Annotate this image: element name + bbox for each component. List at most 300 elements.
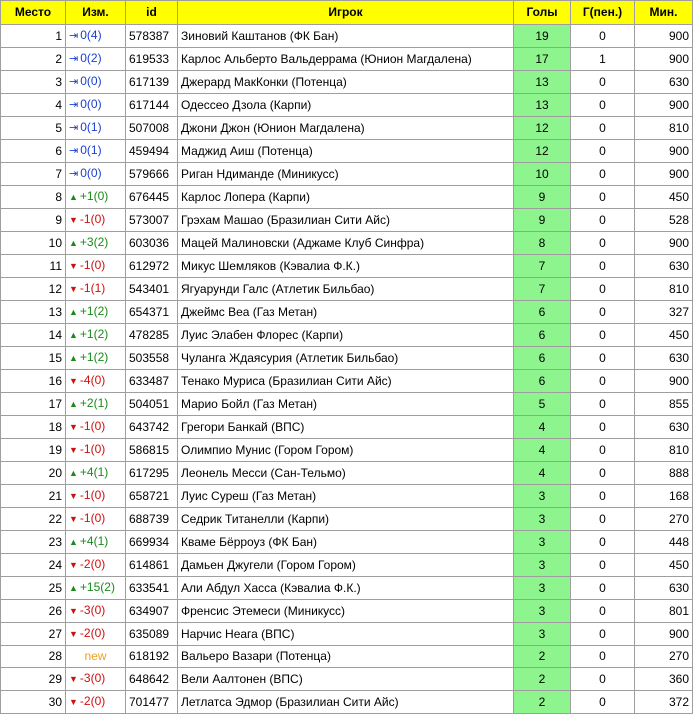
penalty-goals-cell: 0: [571, 163, 635, 186]
player-name-cell[interactable]: Луис Элабен Флорес (Карпи): [178, 324, 514, 347]
player-name-cell[interactable]: Одессео Дзола (Карпи): [178, 94, 514, 117]
penalty-goals-cell: 0: [571, 232, 635, 255]
change-cell: [66, 646, 126, 668]
penalty-goals-cell: 0: [571, 554, 635, 577]
minutes-cell: 810: [635, 117, 693, 140]
change-value: 0(1): [80, 143, 102, 157]
player-id-cell: 614861: [126, 554, 178, 577]
player-name-cell[interactable]: Мацей Малиновски (Аджаме Клуб Синфра): [178, 232, 514, 255]
change-value: -1(0): [79, 442, 106, 456]
rank-cell: 8: [1, 186, 66, 209]
player-id-cell: 701477: [126, 691, 178, 714]
table-row[interactable]: [1, 301, 693, 324]
change-indicator: [69, 281, 105, 295]
table-body: [1, 25, 693, 714]
table-row[interactable]: [1, 485, 693, 508]
change-value: +2(1): [79, 396, 109, 410]
player-id-cell: 654371: [126, 301, 178, 324]
triangle-down-icon: ▼: [69, 514, 78, 524]
change-indicator: [69, 419, 105, 433]
table-row[interactable]: [1, 531, 693, 554]
player-name-cell[interactable]: Луис Суреш (Газ Метан): [178, 485, 514, 508]
player-name-cell[interactable]: Ягуарунди Галс (Атлетик Бильбао): [178, 278, 514, 301]
change-cell: [66, 554, 126, 577]
player-name-cell[interactable]: Френсис Этемеси (Миникусс): [178, 600, 514, 623]
player-id-cell: 676445: [126, 186, 178, 209]
rank-cell: 27: [1, 623, 66, 646]
table-row[interactable]: [1, 209, 693, 232]
player-id-cell: 669934: [126, 531, 178, 554]
change-cell: [66, 370, 126, 393]
change-value: -2(0): [79, 694, 106, 708]
rank-cell: 26: [1, 600, 66, 623]
table-row[interactable]: [1, 25, 693, 48]
triangle-down-icon: ▼: [69, 697, 78, 707]
goals-cell: 8: [514, 232, 571, 255]
player-name-cell[interactable]: Олимпио Мунис (Гором Гором): [178, 439, 514, 462]
player-name-cell[interactable]: Али Абдул Хасса (Кэвалиа Ф.К.): [178, 577, 514, 600]
player-name-cell[interactable]: Леонель Месси (Сан-Тельмо): [178, 462, 514, 485]
change-cell: [66, 668, 126, 691]
change-indicator: [69, 166, 102, 180]
penalty-goals-cell: 0: [571, 186, 635, 209]
table-row[interactable]: [1, 370, 693, 393]
change-indicator: [69, 557, 105, 571]
penalty-goals-cell: 0: [571, 347, 635, 370]
change-indicator: [69, 120, 102, 134]
goals-cell: 12: [514, 140, 571, 163]
penalty-goals-cell: 0: [571, 140, 635, 163]
rank-cell: 18: [1, 416, 66, 439]
rank-cell: 7: [1, 163, 66, 186]
penalty-goals-cell: 0: [571, 117, 635, 140]
change-cell: [66, 347, 126, 370]
flag-arrow-icon: ⇥: [69, 76, 79, 88]
rank-cell: 28: [1, 646, 66, 668]
player-id-cell: 617144: [126, 94, 178, 117]
change-cell: [66, 508, 126, 531]
header-pen[interactable]: Г(пен.): [571, 1, 635, 25]
player-name-cell[interactable]: Микус Шемляков (Кэвалиа Ф.К.): [178, 255, 514, 278]
goals-cell: 3: [514, 531, 571, 554]
goals-cell: 4: [514, 439, 571, 462]
header-goals[interactable]: Голы: [514, 1, 571, 25]
change-value: +1(2): [79, 327, 109, 341]
penalty-goals-cell: 0: [571, 668, 635, 691]
change-indicator: [69, 74, 102, 88]
goals-cell: 6: [514, 301, 571, 324]
change-cell: [66, 600, 126, 623]
player-name-cell[interactable]: Седрик Титанелли (Карпи): [178, 508, 514, 531]
minutes-cell: 630: [635, 416, 693, 439]
player-id-cell: 688739: [126, 508, 178, 531]
goals-cell: 6: [514, 347, 571, 370]
rank-cell: 19: [1, 439, 66, 462]
minutes-cell: 855: [635, 393, 693, 416]
table-row[interactable]: [1, 623, 693, 646]
change-value: 0(1): [80, 120, 102, 134]
minutes-cell: 888: [635, 462, 693, 485]
penalty-goals-cell: 0: [571, 94, 635, 117]
goals-cell: 3: [514, 623, 571, 646]
goals-cell: 17: [514, 48, 571, 71]
table-row[interactable]: [1, 278, 693, 301]
player-id-cell: 658721: [126, 485, 178, 508]
player-id-cell: 504051: [126, 393, 178, 416]
player-id-cell: 573007: [126, 209, 178, 232]
minutes-cell: 630: [635, 255, 693, 278]
goals-cell: 2: [514, 646, 571, 668]
player-name-cell[interactable]: Маджид Аиш (Потенца): [178, 140, 514, 163]
rank-cell: 30: [1, 691, 66, 714]
change-cell: [66, 71, 126, 94]
player-name-cell[interactable]: Карлос Лопера (Карпи): [178, 186, 514, 209]
rank-cell: 15: [1, 347, 66, 370]
table-row[interactable]: [1, 691, 693, 714]
triangle-down-icon: ▼: [69, 422, 78, 432]
triangle-down-icon: ▼: [69, 445, 78, 455]
penalty-goals-cell: 0: [571, 600, 635, 623]
table-row[interactable]: [1, 324, 693, 347]
player-id-cell: 478285: [126, 324, 178, 347]
minutes-cell: 448: [635, 531, 693, 554]
header-player[interactable]: Игрок: [178, 1, 514, 25]
player-name-cell[interactable]: Тенако Муриса (Бразилиан Сити Айс): [178, 370, 514, 393]
change-value: +1(2): [79, 350, 109, 364]
player-name-cell[interactable]: Джеймс Веа (Газ Метан): [178, 301, 514, 324]
change-indicator: [69, 373, 105, 387]
goals-cell: 9: [514, 209, 571, 232]
player-id-cell: 618192: [126, 646, 178, 668]
goals-cell: 3: [514, 600, 571, 623]
table-row[interactable]: [1, 140, 693, 163]
minutes-cell: 270: [635, 508, 693, 531]
change-value: -2(0): [79, 557, 106, 571]
player-id-cell: 543401: [126, 278, 178, 301]
header-row: [1, 1, 693, 25]
minutes-cell: 630: [635, 577, 693, 600]
header-id[interactable]: id: [126, 1, 178, 25]
player-name-cell[interactable]: Дамьен Джугели (Гором Гором): [178, 554, 514, 577]
minutes-cell: 372: [635, 691, 693, 714]
player-name-cell[interactable]: Вальеро Вазари (Потенца): [178, 646, 514, 668]
change-value: 0(0): [80, 97, 102, 111]
goals-cell: 3: [514, 577, 571, 600]
change-indicator: [69, 350, 108, 364]
minutes-cell: 810: [635, 439, 693, 462]
rank-cell: 5: [1, 117, 66, 140]
table-row[interactable]: [1, 186, 693, 209]
change-cell: [66, 301, 126, 324]
triangle-up-icon: ▲: [69, 399, 78, 409]
table-row[interactable]: [1, 94, 693, 117]
triangle-down-icon: ▼: [69, 629, 78, 639]
rank-cell: 11: [1, 255, 66, 278]
rank-cell: 21: [1, 485, 66, 508]
minutes-cell: 900: [635, 140, 693, 163]
change-cell: [66, 186, 126, 209]
player-id-cell: 612972: [126, 255, 178, 278]
triangle-up-icon: ▲: [69, 468, 78, 478]
table-row[interactable]: [1, 48, 693, 71]
minutes-cell: 810: [635, 278, 693, 301]
change-value: -1(0): [79, 511, 106, 525]
change-cell: [66, 163, 126, 186]
table-row[interactable]: [1, 508, 693, 531]
goals-cell: 10: [514, 163, 571, 186]
player-id-cell: 617139: [126, 71, 178, 94]
player-name-cell[interactable]: Риган Ндиманде (Миникусс): [178, 163, 514, 186]
triangle-up-icon: ▲: [69, 537, 78, 547]
change-cell: [66, 393, 126, 416]
change-indicator: [69, 671, 105, 685]
change-value: 0(0): [80, 74, 102, 88]
rank-cell: 10: [1, 232, 66, 255]
table-row[interactable]: [1, 232, 693, 255]
change-value: -1(0): [79, 419, 106, 433]
triangle-up-icon: ▲: [69, 192, 78, 202]
change-indicator: [69, 603, 105, 617]
change-value: -3(0): [79, 603, 106, 617]
penalty-goals-cell: 0: [571, 278, 635, 301]
triangle-down-icon: ▼: [69, 284, 78, 294]
change-value: 0(0): [80, 166, 102, 180]
flag-arrow-icon: ⇥: [69, 122, 79, 134]
change-cell: [66, 48, 126, 71]
goals-cell: 12: [514, 117, 571, 140]
table-row[interactable]: [1, 554, 693, 577]
change-indicator: [69, 51, 102, 65]
change-cell: [66, 140, 126, 163]
player-name-cell[interactable]: Кваме Бёрроуз (ФК Бан): [178, 531, 514, 554]
change-indicator: [69, 442, 105, 456]
penalty-goals-cell: 0: [571, 623, 635, 646]
change-value: -1(0): [79, 212, 106, 226]
change-indicator: [69, 396, 108, 410]
penalty-goals-cell: 0: [571, 531, 635, 554]
triangle-down-icon: ▼: [69, 560, 78, 570]
header-rank[interactable]: Место: [1, 1, 66, 25]
change-indicator: [69, 626, 105, 640]
player-id-cell: 507008: [126, 117, 178, 140]
table-row[interactable]: [1, 71, 693, 94]
rank-cell: 3: [1, 71, 66, 94]
change-value: +4(1): [79, 465, 109, 479]
table-row[interactable]: [1, 577, 693, 600]
table-row[interactable]: [1, 163, 693, 186]
table-row[interactable]: [1, 416, 693, 439]
triangle-down-icon: ▼: [69, 215, 78, 225]
change-cell: [66, 209, 126, 232]
flag-arrow-icon: ⇥: [69, 99, 79, 111]
goals-cell: 3: [514, 485, 571, 508]
minutes-cell: 630: [635, 71, 693, 94]
player-name-cell[interactable]: Летлатса Эдмор (Бразилиан Сити Айс): [178, 691, 514, 714]
penalty-goals-cell: 1: [571, 48, 635, 71]
rank-cell: 23: [1, 531, 66, 554]
table-row[interactable]: [1, 255, 693, 278]
minutes-cell: 900: [635, 163, 693, 186]
triangle-down-icon: ▼: [69, 491, 78, 501]
rank-cell: 25: [1, 577, 66, 600]
change-cell: [66, 485, 126, 508]
minutes-cell: 900: [635, 623, 693, 646]
change-value: -1(1): [79, 281, 106, 295]
change-cell: [66, 416, 126, 439]
penalty-goals-cell: 0: [571, 25, 635, 48]
rank-cell: 29: [1, 668, 66, 691]
change-cell: [66, 439, 126, 462]
player-name-cell[interactable]: Марио Бойл (Газ Метан): [178, 393, 514, 416]
table-row[interactable]: [1, 668, 693, 691]
change-indicator: [69, 28, 102, 42]
triangle-down-icon: ▼: [69, 674, 78, 684]
flag-arrow-icon: ⇥: [69, 145, 79, 157]
change-cell: [66, 531, 126, 554]
table-row[interactable]: [1, 393, 693, 416]
goals-cell: 7: [514, 278, 571, 301]
change-value: -2(0): [79, 626, 106, 640]
change-indicator: [69, 580, 115, 594]
triangle-up-icon: ▲: [69, 307, 78, 317]
penalty-goals-cell: 0: [571, 485, 635, 508]
player-id-cell: 503558: [126, 347, 178, 370]
change-value: +15(2): [79, 580, 115, 594]
rank-cell: 20: [1, 462, 66, 485]
penalty-goals-cell: 0: [571, 508, 635, 531]
triangle-down-icon: ▼: [69, 261, 78, 271]
penalty-goals-cell: 0: [571, 416, 635, 439]
table-row[interactable]: [1, 117, 693, 140]
player-id-cell: 617295: [126, 462, 178, 485]
change-indicator: [69, 694, 105, 708]
change-cell: [66, 25, 126, 48]
rank-cell: 2: [1, 48, 66, 71]
penalty-goals-cell: 0: [571, 577, 635, 600]
triangle-up-icon: ▲: [69, 583, 78, 593]
player-id-cell: 648642: [126, 668, 178, 691]
player-name-cell[interactable]: Вели Аалтонен (ВПС): [178, 668, 514, 691]
flag-arrow-icon: ⇥: [69, 53, 79, 65]
minutes-cell: 900: [635, 25, 693, 48]
change-cell: [66, 117, 126, 140]
rank-cell: 4: [1, 94, 66, 117]
change-cell: [66, 94, 126, 117]
minutes-cell: 270: [635, 646, 693, 668]
player-id-cell: 634907: [126, 600, 178, 623]
minutes-cell: 630: [635, 347, 693, 370]
change-indicator: [69, 258, 105, 272]
penalty-goals-cell: 0: [571, 71, 635, 94]
change-cell: [66, 278, 126, 301]
player-name-cell[interactable]: Чуланга Ждаясурия (Атлетик Бильбао): [178, 347, 514, 370]
player-id-cell: 459494: [126, 140, 178, 163]
change-indicator: [69, 534, 108, 548]
change-value: +4(1): [79, 534, 109, 548]
change-value: +3(2): [79, 235, 109, 249]
goals-cell: 4: [514, 416, 571, 439]
goals-cell: 13: [514, 71, 571, 94]
player-name-cell[interactable]: Карлос Альберто Вальдеррама (Юнион Магдалена): [178, 48, 514, 71]
goals-cell: 19: [514, 25, 571, 48]
minutes-cell: 900: [635, 232, 693, 255]
change-value: -1(0): [79, 488, 106, 502]
rank-cell: 14: [1, 324, 66, 347]
minutes-cell: 450: [635, 324, 693, 347]
table-row[interactable]: [1, 600, 693, 623]
triangle-up-icon: ▲: [69, 330, 78, 340]
minutes-cell: 450: [635, 186, 693, 209]
new-badge: new: [84, 649, 107, 663]
goals-cell: 3: [514, 554, 571, 577]
goals-cell: 3: [514, 508, 571, 531]
table-row[interactable]: [1, 646, 693, 668]
header-min[interactable]: Мин.: [635, 1, 693, 25]
change-indicator: [69, 465, 108, 479]
penalty-goals-cell: 0: [571, 209, 635, 232]
goals-cell: 2: [514, 668, 571, 691]
player-id-cell: 578387: [126, 25, 178, 48]
player-name-cell[interactable]: Джерард МакКонки (Потенца): [178, 71, 514, 94]
player-name-cell[interactable]: Зиновий Каштанов (ФК Бан): [178, 25, 514, 48]
change-cell: [66, 462, 126, 485]
minutes-cell: 168: [635, 485, 693, 508]
penalty-goals-cell: 0: [571, 255, 635, 278]
minutes-cell: 450: [635, 554, 693, 577]
goals-cell: 6: [514, 324, 571, 347]
minutes-cell: 900: [635, 94, 693, 117]
player-id-cell: 633487: [126, 370, 178, 393]
penalty-goals-cell: 0: [571, 462, 635, 485]
triangle-down-icon: ▼: [69, 606, 78, 616]
rank-cell: 17: [1, 393, 66, 416]
minutes-cell: 327: [635, 301, 693, 324]
player-name-cell[interactable]: Грэхам Машао (Бразилиан Сити Айс): [178, 209, 514, 232]
change-indicator: [69, 189, 108, 203]
change-cell: [66, 577, 126, 600]
change-cell: [66, 623, 126, 646]
change-cell: [66, 232, 126, 255]
player-name-cell[interactable]: Джони Джон (Юнион Магдалена): [178, 117, 514, 140]
change-cell: [66, 324, 126, 347]
flag-arrow-icon: ⇥: [69, 30, 79, 42]
player-id-cell: 633541: [126, 577, 178, 600]
change-cell: [66, 691, 126, 714]
player-name-cell[interactable]: Нарчис Неага (ВПС): [178, 623, 514, 646]
header-change[interactable]: Изм.: [66, 1, 126, 25]
change-indicator: [69, 143, 102, 157]
table-row[interactable]: [1, 347, 693, 370]
player-name-cell[interactable]: Грегори Банкай (ВПС): [178, 416, 514, 439]
triangle-down-icon: ▼: [69, 376, 78, 386]
table-row[interactable]: [1, 462, 693, 485]
player-id-cell: 579666: [126, 163, 178, 186]
change-value: 0(4): [80, 28, 102, 42]
rank-cell: 9: [1, 209, 66, 232]
change-indicator: [69, 511, 105, 525]
goals-cell: 2: [514, 691, 571, 714]
change-indicator: [69, 235, 108, 249]
player-id-cell: 619533: [126, 48, 178, 71]
table-row[interactable]: [1, 439, 693, 462]
rank-cell: 1: [1, 25, 66, 48]
minutes-cell: 801: [635, 600, 693, 623]
goals-cell: 4: [514, 462, 571, 485]
change-cell: [66, 255, 126, 278]
change-indicator: [69, 97, 102, 111]
triangle-up-icon: ▲: [69, 353, 78, 363]
change-value: 0(2): [80, 51, 102, 65]
